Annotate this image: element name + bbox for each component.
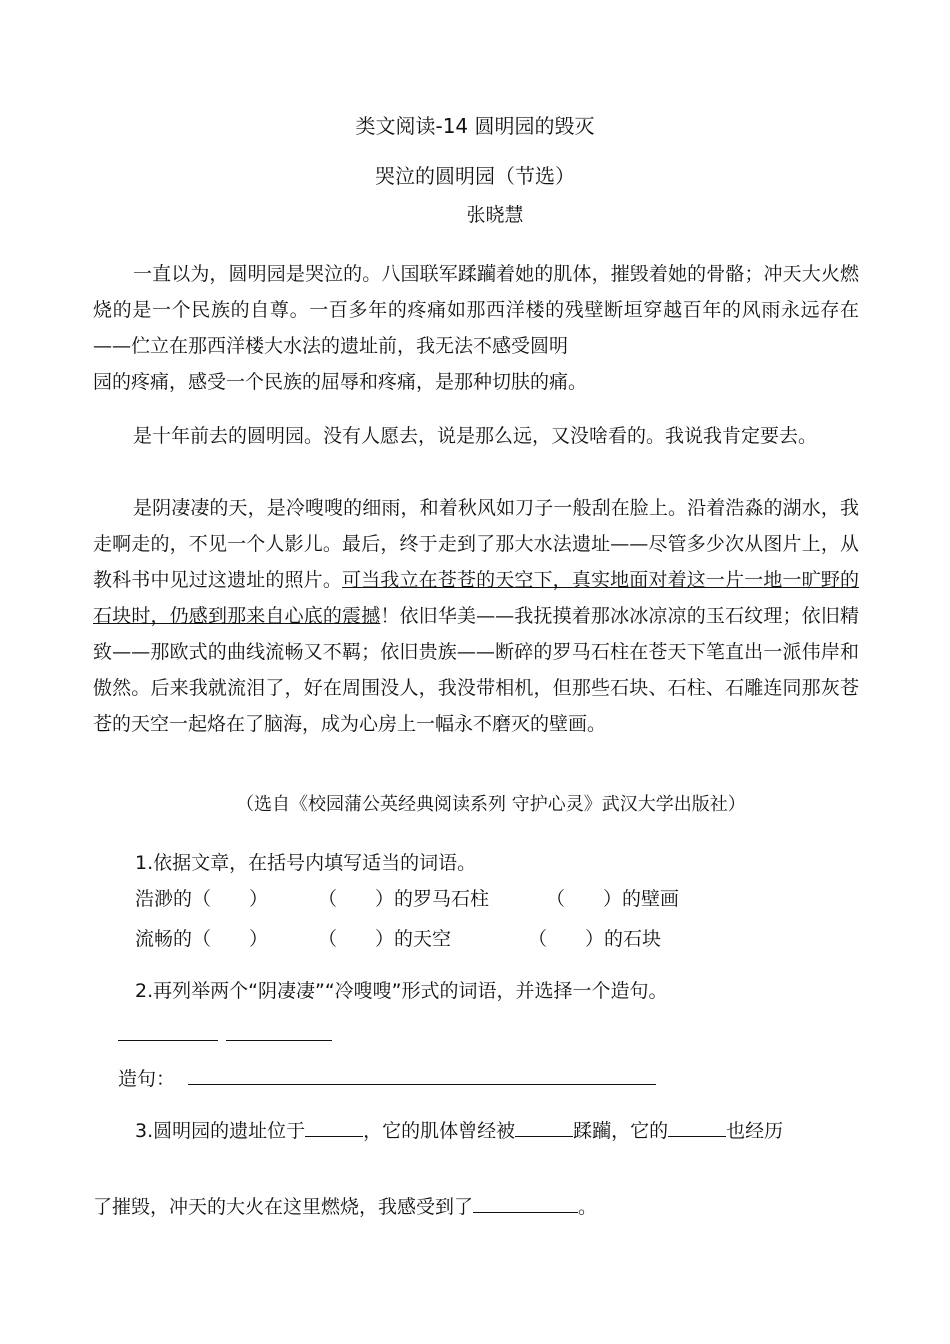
q2-sentence-blank[interactable] <box>188 1084 656 1085</box>
question-1: 1.依据文章，在括号内填写适当的词语。 <box>135 852 477 874</box>
q1-row2-item2[interactable]: （ ）的天空 <box>318 928 452 950</box>
question-2: 2.再列举两个“阴凄凄”“冷嗖嗖”形式的词语，并选择一个造句。 <box>135 980 668 1002</box>
article-paragraph-1: 一直以为，圆明园是哭泣的。八国联军蹂躏着她的肌体，摧毁着她的骨骼；冲天大火燃烧的是一个民族的自尊。一百多年的疼痛如那西洋楼的残壁断垣穿越百年的风雨永远存在——伫立在那西洋楼大水法的遗址前，我无法不感受圆明 <box>93 263 859 357</box>
article-title: 哭泣的圆明园（节选） <box>375 164 575 188</box>
q1-row1-item1[interactable]: 浩渺的（ ） <box>135 888 269 910</box>
q2-answer-blank-2[interactable] <box>226 1040 332 1041</box>
q3-text-f: 。 <box>578 1196 598 1218</box>
article-author: 张晓慧 <box>466 204 524 226</box>
article-source: （选自《校园蒲公英经典阅读系列 守护心灵》武汉大学出版社） <box>236 794 746 815</box>
question-3 <box>135 1116 783 1143</box>
q3-text-b: ，它的肌体曾经被 <box>363 1120 516 1142</box>
q2-answer-blank-1[interactable] <box>118 1040 218 1041</box>
article-paragraph-1-end: 园的疼痛，感受一个民族的屈辱和疼痛，是那种切肤的痛。 <box>93 371 588 393</box>
q1-row1-item3[interactable]: （ ）的壁画 <box>546 888 680 910</box>
q3-text-c: 蹂躏，它的 <box>573 1120 669 1142</box>
q1-row2-item3[interactable]: （ ）的石块 <box>528 928 662 950</box>
question-3-continued <box>93 1192 597 1219</box>
paragraph-3-text-a: 是阴凄凄的天，是冷嗖嗖的细雨，和着秋风如刀子一般刮在脸上。沿着浩淼的湖水，我走啊走的，不见一个人影儿。最后，终于走到了那大水法遗址——尽管多少次从图片上，从教科书中见过这遗址的照片。 <box>93 497 859 591</box>
q3-text-d: 也经历 <box>726 1120 784 1142</box>
q3-blank-invader[interactable] <box>515 1135 573 1137</box>
q3-blank-location[interactable] <box>305 1135 363 1137</box>
paragraph-3-text-b: ！依旧华美——我抚摸着那冰冰凉凉的玉石纹理；依旧精致——那欧式的曲线流畅又不羁；依旧贵族——断碎的罗马石柱在苍天下笔直出一派伟岸和傲然。后来我就流泪了，好在周围没人，我没带相机，但那些石块、石柱、石雕连同那灰苍苍的天空一起烙在了脑海，成为心房上一幅永不磨灭的壁画。 <box>93 605 859 735</box>
article-paragraph-3 <box>93 490 859 742</box>
q1-row2-item1[interactable]: 流畅的（ ） <box>135 928 269 950</box>
q3-blank-feeling[interactable] <box>473 1211 578 1213</box>
underlined-sentence: 可当我立在苍苍的天空下，真实地面对着这一片一地一旷野的石块时，仍感到那来自心底的震撼 <box>93 569 859 627</box>
q3-text-e: 了摧毁，冲天的大火在这里燃烧，我感受到了 <box>93 1196 474 1218</box>
article-paragraph-2: 是十年前去的圆明园。没有人愿去，说是那么远，又没啥看的。我说我肯定要去。 <box>133 425 818 447</box>
q3-blank-body-part[interactable] <box>668 1135 726 1137</box>
q2-sentence-label: 造句： <box>118 1068 176 1090</box>
worksheet-title: 类文阅读-14 圆明园的毁灭 <box>355 114 595 138</box>
q3-text-a: 3.圆明园的遗址位于 <box>135 1120 306 1142</box>
q1-row1-item2[interactable]: （ ）的罗马石柱 <box>318 888 490 910</box>
